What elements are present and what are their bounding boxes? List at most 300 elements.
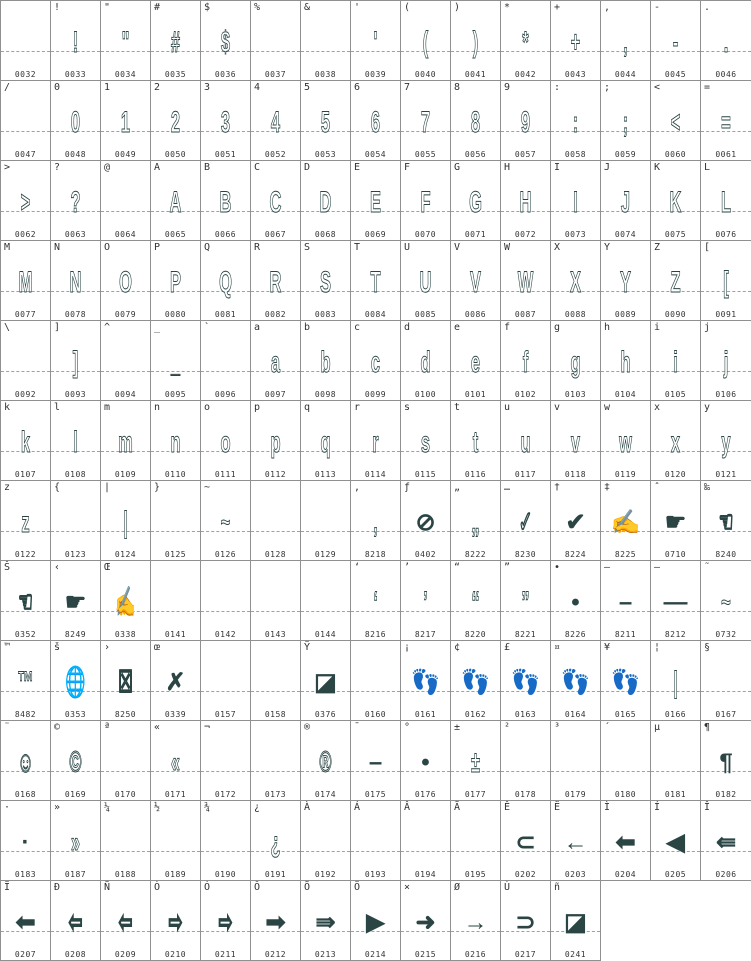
glyph-sample [312,816,339,858]
glyph-code: 0117 [514,470,537,479]
glyph-sample: 3 [220,106,231,139]
glyph-char-label: Ù [504,882,511,893]
glyph-sample [262,576,289,618]
glyph-sample: 4 [270,106,281,139]
glyph-code: 0163 [514,710,537,719]
glyph-code: 0118 [564,470,587,479]
glyph-cell [51,881,101,961]
glyph-cell [651,241,701,321]
glyph-cell [1,801,51,881]
glyph-sample: a [270,346,281,379]
glyph-code: 0075 [664,230,687,239]
glyph-char-label: Ö [354,882,361,893]
glyph-cell [551,1,601,81]
glyph-code: 0035 [164,70,187,79]
glyph-code: 0069 [364,230,387,239]
glyph-cell [701,321,751,401]
glyph-sample: • [571,589,580,616]
glyph-char-label: u [504,402,511,413]
glyph-cell [251,161,301,241]
glyph-char-label: ® [304,722,311,733]
glyph-code: 8221 [514,630,537,639]
glyph-code: 0110 [164,470,187,479]
glyph-sample: ! [72,26,79,59]
glyph-sample [662,736,689,778]
glyph-sample: N [69,266,82,299]
glyph-char-label: - [654,2,661,13]
glyph-char-label: Š [4,562,11,573]
glyph-code: 0176 [414,790,437,799]
glyph-code: 0086 [464,310,487,319]
glyph-cell [251,881,301,961]
glyph-cell [251,641,301,721]
glyph-cell [301,641,351,721]
glyph-code: 0039 [364,70,387,79]
glyph-code: 0043 [564,70,587,79]
glyph-char-label: œ [154,642,161,653]
glyph-cell [101,81,151,161]
glyph-code: 0710 [664,550,687,559]
glyph-code: 0055 [414,150,437,159]
glyph-code: 0207 [14,950,37,959]
glyph-char-label: ’ [404,562,411,573]
glyph-cell [51,721,101,801]
glyph-code: 0128 [264,550,287,559]
glyph-code: 0081 [214,310,237,319]
glyph-sample [212,576,239,618]
glyph-char-label: Ð [54,882,61,893]
glyph-code: 0095 [164,390,187,399]
glyph-sample: < [670,106,681,139]
glyph-sample: : [572,106,579,139]
glyph-code: 8225 [614,550,637,559]
glyph-char-label: , [604,2,611,13]
glyph-code: 8220 [464,630,487,639]
glyph-sample: ~ [220,506,231,539]
glyph-cell [401,641,451,721]
glyph-cell [351,401,401,481]
glyph-code: 0215 [414,950,437,959]
glyph-sample [12,96,39,138]
glyph-code: 8216 [364,630,387,639]
glyph-cell [551,321,601,401]
glyph-cell [501,481,551,561]
glyph-code: 8226 [564,630,587,639]
glyph-char-label: Õ [304,882,311,893]
glyph-char-label: m [104,402,111,413]
glyph-char-label: ˜ [704,562,711,573]
glyph-code: 0202 [514,870,537,879]
glyph-code: 0104 [614,390,637,399]
glyph-sample: n [170,426,181,459]
glyph-cell [601,161,651,241]
glyph-cell [251,481,301,561]
glyph-cell [401,81,451,161]
glyph-cell [251,241,301,321]
glyph-char-label: † [554,482,561,493]
glyph-sample: 👣 [460,669,491,696]
glyph-code: 0119 [614,470,637,479]
glyph-code: 0083 [314,310,337,319]
glyph-cell [101,881,151,961]
glyph-sample: ¶ [719,749,733,776]
glyph-char-label: ¬ [204,722,211,733]
glyph-cell [501,241,551,321]
glyph-cell [551,641,601,721]
glyph-char-label: n [154,402,161,413]
glyph-code: 0053 [314,150,337,159]
glyph-cell [551,481,601,561]
glyph-cell [201,321,251,401]
glyph-char-label: l [54,402,61,413]
glyph-sample: 7 [420,106,431,139]
glyph-sample: ⬅ [615,829,636,856]
glyph-sample: Q [219,266,232,299]
glyph-cell [1,721,51,801]
glyph-cell [201,801,251,881]
glyph-sample: x [670,426,681,459]
glyph-char-label: i [654,322,661,333]
glyph-cell [651,81,701,161]
glyph-char-label: ` [204,322,211,333]
glyph-code: 0101 [464,390,487,399]
glyph-sample: » [70,826,81,859]
glyph-code: 8240 [715,550,737,559]
glyph-code: 0179 [564,790,587,799]
glyph-code: 0042 [514,70,537,79]
glyph-cell [51,561,101,641]
glyph-cell [1,881,51,961]
glyph-code: 0203 [564,870,587,879]
glyph-sample: ✍ [115,586,136,619]
glyph-code: 0113 [314,470,337,479]
glyph-char-label: v [554,402,561,413]
glyph-code: 0208 [64,950,87,959]
glyph-sample: ➡ [265,909,286,936]
glyph-char-label: + [554,2,561,13]
glyph-sample: ⊂ [515,829,536,856]
glyph-code: 8211 [614,630,637,639]
glyph-sample: ‘ [373,586,378,619]
glyph-sample: J [620,186,631,219]
glyph-code: 8218 [364,550,387,559]
glyph-cell [701,81,751,161]
glyph-cell [51,1,101,81]
glyph-char-label: = [704,82,711,93]
glyph-char-label: r [354,402,361,413]
glyph-sample: ] [72,346,79,379]
glyph-cell [151,401,201,481]
glyph-sample: 8 [470,106,481,139]
glyph-cell [51,401,101,481]
glyph-cell [701,401,751,481]
glyph-char-label: ¥ [604,642,611,653]
glyph-sample: c [370,346,381,379]
glyph-code: 0183 [14,870,37,879]
glyph-char-label: _ [154,322,161,333]
glyph-code: 0160 [364,710,387,719]
glyph-char-label: 7 [404,82,411,93]
glyph-sample: 🌐 [65,666,86,699]
glyph-char-label: ¢ [454,642,461,653]
glyph-cell [101,561,151,641]
glyph-cell [451,1,501,81]
glyph-cell [601,481,651,561]
glyph-sample: ☜ [18,586,33,619]
glyph-char-label: X [554,242,561,253]
glyph-sample: ⬅ [15,909,36,936]
glyph-sample: ¿ [270,826,281,859]
glyph-cell [151,801,201,881]
glyph-sample [212,336,239,378]
glyph-sample: z [21,506,30,539]
glyph-code: 0166 [664,710,687,719]
glyph-sample [362,656,389,698]
glyph-cell [501,561,551,641]
glyph-code: 0217 [514,950,537,959]
glyph-sample: F [420,186,431,219]
glyph-char-label: ñ [554,882,561,893]
glyph-sample: ⊘ [415,509,436,536]
glyph-code: 0093 [64,390,87,399]
glyph-cell [201,721,251,801]
glyph-code: 0062 [14,230,37,239]
glyph-sample: S [319,266,331,299]
glyph-sample: j [723,346,729,379]
glyph-sample: O [119,266,132,299]
glyph-cell [1,321,51,401]
glyph-cell [501,401,551,481]
glyph-code: 0177 [464,790,487,799]
glyph-char-label: ' [354,2,361,13]
glyph-sample: W [517,266,534,299]
glyph-cell [351,81,401,161]
glyph-char-label: F [404,162,411,173]
glyph-char-label: [ [704,242,711,253]
glyph-code: 0143 [264,630,287,639]
glyph-code: 0210 [164,950,187,959]
glyph-cell [701,481,751,561]
glyph-sample: ◀ [666,829,685,856]
glyph-code: 0192 [314,870,337,879]
glyph-sample: = [721,106,731,139]
glyph-char-label: ¾ [204,802,211,813]
glyph-cell [151,561,201,641]
glyph-sample: L [720,186,732,219]
glyph-char-label: y [704,402,711,413]
glyph-sample: ⇦ [118,906,133,939]
glyph-cell [51,641,101,721]
glyph-code: 0070 [414,230,437,239]
glyph-cell [201,641,251,721]
glyph-cell [501,161,551,241]
glyph-sample [712,656,740,698]
glyph-sample: ☺ [17,746,34,779]
glyph-sample [212,656,239,698]
glyph-cell [251,81,301,161]
glyph-cell [251,321,301,401]
glyph-cell [351,801,401,881]
glyph-char-label: ¼ [104,802,111,813]
glyph-char-label: : [554,82,561,93]
glyph-char-label: ‰ [704,482,711,493]
glyph-char-label: Á [354,802,361,813]
glyph-sample: ✔ [565,509,586,536]
glyph-sample: ® [319,746,332,779]
glyph-sample: — [663,589,688,616]
glyph-sample [262,656,289,698]
glyph-cell [1,241,51,321]
glyph-cell [451,801,501,881]
glyph-cell [1,561,51,641]
glyph-sample: ⇨ [218,906,233,939]
glyph-code: 0338 [114,630,137,639]
glyph-sample: t [472,426,479,459]
glyph-char-label: c [354,322,361,333]
glyph-char-label: Ø [454,882,461,893]
glyph-code: 0047 [14,150,37,159]
glyph-code: 0206 [715,870,737,879]
glyph-sample [112,336,139,378]
glyph-sample [562,736,589,778]
glyph-char-label: j [704,322,711,333]
glyph-cell [601,801,651,881]
glyph-char-label: \ [4,322,11,333]
glyph-code: 0102 [514,390,537,399]
glyph-sample: ~ [721,586,731,619]
glyph-sample: E [369,186,381,219]
glyph-char-label: Ï [4,882,11,893]
glyph-code: 0065 [164,230,187,239]
glyph-cell [551,161,601,241]
glyph-code: 0049 [114,150,137,159]
glyph-code: 0402 [414,550,437,559]
glyph-char-label: ] [54,322,61,333]
glyph-char-label: ° [404,722,411,733]
glyph-sample [312,576,339,618]
glyph-char-label: J [604,162,611,173]
glyph-char-label: h [604,322,611,333]
glyph-char-label: ¶ [704,722,711,733]
glyph-sample: ← [563,829,588,856]
glyph-cell [601,721,651,801]
glyph-sample: © [69,746,82,779]
glyph-cell [301,481,351,561]
glyph-cell [301,161,351,241]
glyph-char-label: p [254,402,261,413]
glyph-sample [512,736,539,778]
glyph-code: 0164 [564,710,587,719]
glyph-char-label: S [304,242,311,253]
glyph-char-label: ¡ [404,642,411,653]
glyph-sample: D [319,186,332,219]
glyph-cell [351,721,401,801]
glyph-cell [201,881,251,961]
glyph-char-label: L [704,162,711,173]
glyph-code: 8230 [514,550,537,559]
glyph-char-label: < [654,82,661,93]
glyph-char-label: d [404,322,411,333]
glyph-cell [451,161,501,241]
glyph-code: 0046 [715,70,737,79]
glyph-cell [451,641,501,721]
glyph-char-label: ± [454,722,461,733]
glyph-code: 0060 [664,150,687,159]
glyph-code: 8212 [664,630,687,639]
glyph-sample: « [170,746,181,779]
glyph-sample: ☜ [718,506,734,539]
glyph-cell [501,1,551,81]
glyph-cell [151,481,201,561]
glyph-char-label: # [154,2,161,13]
glyph-sample: ☛ [664,509,687,536]
glyph-char-label: I [554,162,561,173]
glyph-code: 0126 [214,550,237,559]
glyph-char-label: š [54,642,61,653]
glyph-sample: ☛ [64,589,87,616]
glyph-cell [101,321,151,401]
glyph-char-label: ¿ [254,802,261,813]
glyph-sample: s [420,426,431,459]
glyph-char-label: 8 [454,82,461,93]
glyph-code: 0170 [114,790,137,799]
glyph-sample: g [570,346,581,379]
glyph-sample: 👣 [510,669,541,696]
glyph-sample [162,816,189,858]
glyph-code: 0061 [715,150,737,159]
glyph-sample: ' [373,26,378,59]
glyph-sample: , [623,26,628,59]
glyph-sample: * [522,26,529,59]
glyph-sample: ✗ [165,669,186,696]
glyph-sample: 0 [70,106,81,139]
glyph-char-label: 3 [204,82,211,93]
glyph-char-label: A [154,162,161,173]
glyph-code: 0175 [364,790,387,799]
glyph-cell [551,241,601,321]
glyph-char-label: Q [204,242,211,253]
glyph-cell [101,401,151,481]
glyph-cell [101,481,151,561]
glyph-code: 0167 [715,710,737,719]
glyph-char-label: Ÿ [304,642,311,653]
glyph-code: 0121 [715,470,737,479]
glyph-char-label: Ë [554,802,561,813]
glyph-cell [451,401,501,481]
glyph-char-label: g [554,322,561,333]
glyph-code: 0038 [314,70,337,79]
glyph-cell [201,561,251,641]
glyph-code: 0032 [14,70,37,79]
glyph-sample [312,16,339,58]
glyph-sample: # [170,26,181,59]
glyph-code: 0068 [314,230,337,239]
glyph-code: 8217 [414,630,437,639]
glyph-char-label: ˆ [654,482,661,493]
glyph-char-label: o [204,402,211,413]
glyph-char-label: ² [504,722,511,733]
glyph-code: 0339 [164,710,187,719]
glyph-code: 8222 [464,550,487,559]
glyph-cell [1,641,51,721]
glyph-code: 0194 [414,870,437,879]
glyph-code: 0109 [114,470,137,479]
glyph-code: 0090 [664,310,687,319]
glyph-code: 0191 [264,870,287,879]
glyph-char-label: · [4,802,11,813]
glyph-cell [651,401,701,481]
glyph-char-label: ¯ [354,722,361,733]
